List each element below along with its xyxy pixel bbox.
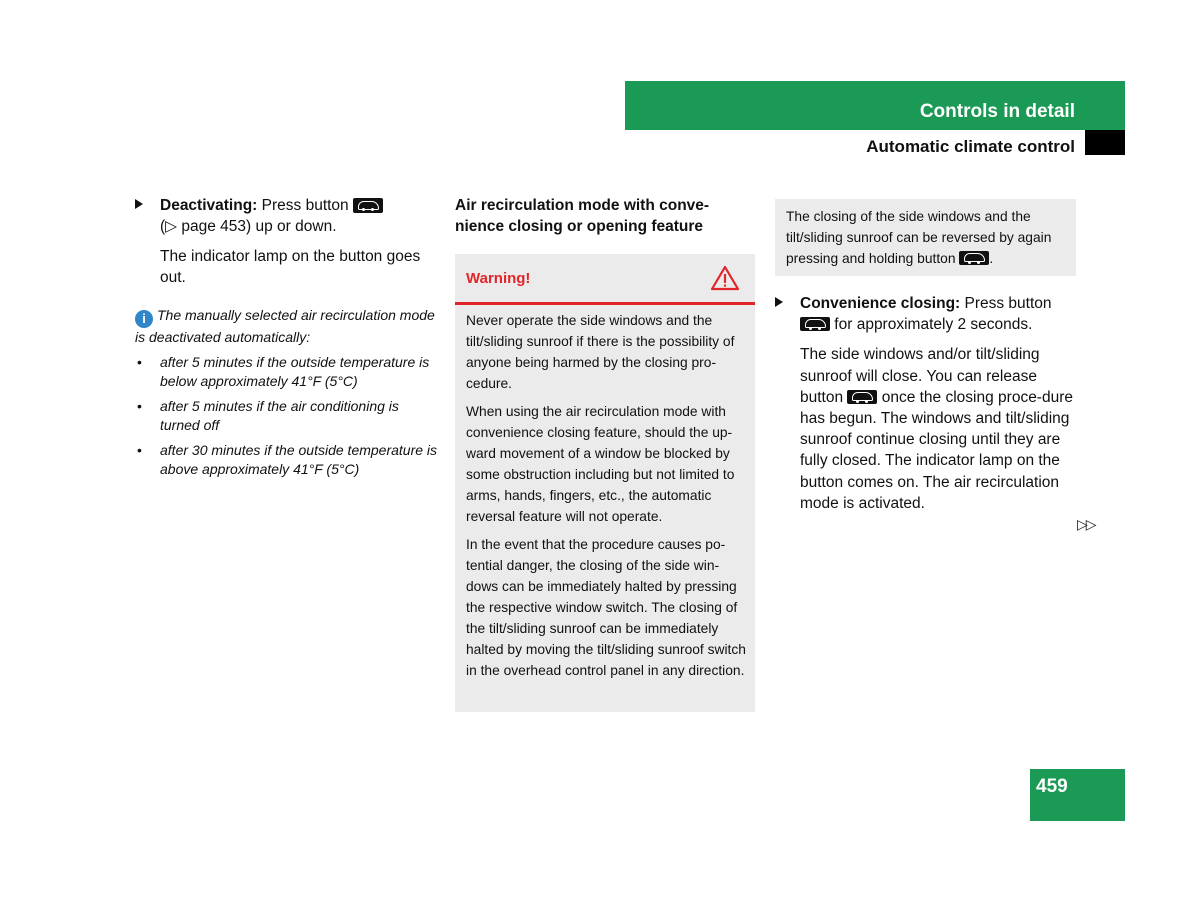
car-recirculation-button-icon xyxy=(959,251,989,265)
header-tab-marker xyxy=(1085,130,1125,155)
info-icon: i xyxy=(135,310,153,328)
warning-box xyxy=(455,254,755,712)
warning-title: Warning! xyxy=(466,270,531,287)
step-result-b: once the closing proce-dure has begun. The windows and tilt/sliding sunroof continue closing until they are fully closed. The indicator lamp on the button comes on. The air recirculation mode is activated. xyxy=(800,388,1073,512)
step-text: Press button xyxy=(257,197,353,214)
list-item: • after 30 minutes if the outside temperature is above approximately 41°F (5°C) xyxy=(135,441,440,479)
warning-paragraph: When using the air recirculation mode with convenience closing feature, should the up-ward movement of a window be blocked by some obstruction including but not limited to arms, hands, fingers, etc., the automatic reversal feature will not operate. xyxy=(466,404,735,524)
column-right xyxy=(775,293,1080,514)
step-result-a: The side windows and/or tilt/sliding sunroof will close. You can release button xyxy=(800,346,1040,406)
step-arrow-icon xyxy=(135,199,143,209)
step-text: Press button xyxy=(960,295,1052,312)
condition-list xyxy=(135,353,440,479)
column-left xyxy=(135,195,440,485)
warning-body xyxy=(466,310,746,688)
step-label: Convenience closing: xyxy=(800,295,961,312)
reversal-note xyxy=(786,206,1071,269)
convenience-closing-step xyxy=(775,293,1080,514)
note-intro: The manually selected air recirculation mode is deactivated automatically: xyxy=(135,307,435,345)
reversal-note-box xyxy=(775,199,1076,276)
list-item: • after 5 minutes if the outside temperature is below approximately 41°F (5°C) xyxy=(135,353,440,391)
info-note xyxy=(135,306,440,347)
car-recirculation-button-icon xyxy=(847,390,877,404)
car-recirculation-button-icon xyxy=(800,317,830,331)
page-number: 459 xyxy=(1036,776,1068,797)
warning-triangle-icon xyxy=(710,265,740,291)
warning-divider xyxy=(455,302,755,305)
step-arrow-icon xyxy=(775,297,783,307)
page-number-box xyxy=(1030,769,1125,821)
subsection-title: Automatic climate control xyxy=(866,137,1075,156)
warning-paragraph: Never operate the side windows and the tilt/sliding sunroof if there is the possibility of anyone being harmed by the closing pro-cedure. xyxy=(466,313,735,391)
step-result: The indicator lamp on the button goes out. xyxy=(160,248,421,286)
step-text-end: for approximately 2 seconds. xyxy=(830,316,1033,334)
reversal-note-end: . xyxy=(989,251,994,266)
section-title: Controls in detail xyxy=(919,101,1075,122)
car-recirculation-button-icon xyxy=(353,198,383,213)
page-reference: (▷ page 453) up or down. xyxy=(160,218,337,235)
step-label: Deactivating: xyxy=(160,197,258,214)
list-item: • after 5 minutes if the air conditioning is turned off xyxy=(135,397,440,435)
deactivating-step xyxy=(135,195,440,288)
reversal-note-text: The closing of the side windows and the tilt/sliding sunroof can be reversed by again pressing and holding button xyxy=(786,209,1052,266)
recirculation-heading: Air recirculation mode with conve-nience closing or opening feature xyxy=(455,197,710,235)
warning-paragraph: In the event that the procedure causes po-tential danger, the closing of the side win-dows can be immediately halted by pressing the respective window switch. The closing of the tilt/sliding sunroof can be immediately halted by moving the tilt/sliding sunroof switch in the overhead control panel in any direction. xyxy=(466,537,746,678)
continued-marker: ▷▷ xyxy=(1077,516,1095,532)
